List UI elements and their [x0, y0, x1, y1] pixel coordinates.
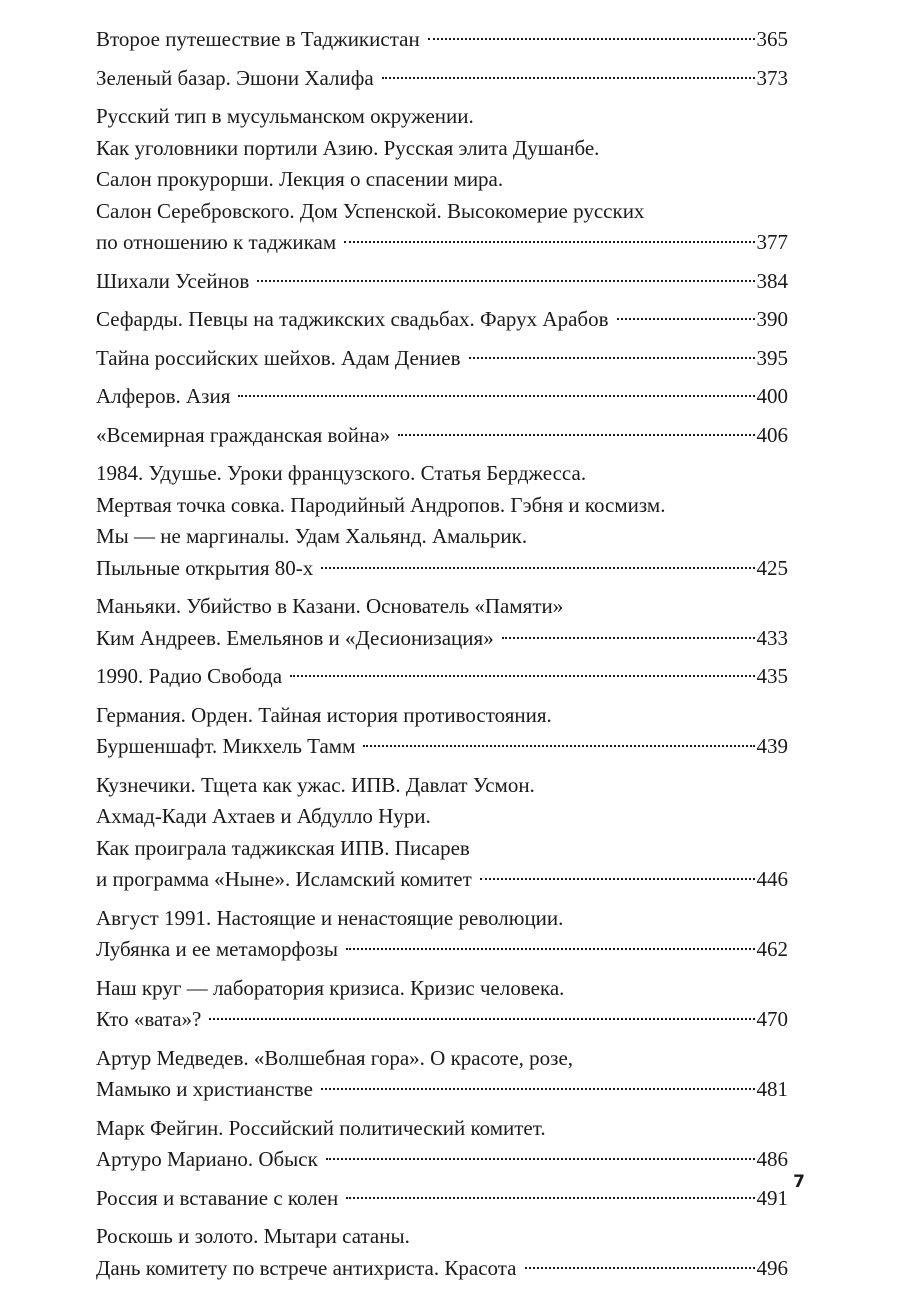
toc-entry-title-line: Август 1991. Настоящие и ненастоящие революции.: [96, 905, 564, 930]
dot-leader: [469, 357, 755, 359]
toc-entry-title-line: Ким Андреев. Емельянов и «Десионизация»: [96, 625, 494, 650]
toc-entry-title-line: Кузнечики. Тщета как ужас. ИПВ. Давлат Усмон.: [96, 772, 535, 797]
toc-entry-title-line: Марк Фейгин. Российский политический комитет.: [96, 1115, 546, 1140]
toc-entry-page-number: 365: [756, 27, 788, 51]
toc-entry: [96, 458, 788, 584]
toc-entry-last-line: [96, 227, 788, 259]
toc-entry-title-line: Наш круг — лаборатория кризиса. Кризис человека.: [96, 975, 565, 1000]
toc-entry-last-line: [96, 934, 788, 966]
toc-entry: [96, 24, 788, 56]
dot-leader: [382, 77, 755, 79]
toc-entry-last-line: [96, 623, 788, 655]
toc-entry-title-line: Маньяки. Убийство в Казани. Основатель «Памяти»: [96, 594, 564, 618]
toc-entry-page-number: 406: [756, 422, 788, 447]
toc-entry-page-number: 377: [756, 230, 788, 254]
toc-entry: [96, 770, 788, 896]
toc-entry-page-number: 496: [756, 1255, 788, 1280]
dot-leader: [363, 745, 754, 747]
toc-entry-title-line: Русский тип в мусульманском окружении.: [96, 104, 474, 128]
toc-entry-title-line: Как уголовники портили Азию. Русская элита Душанбе.: [96, 135, 600, 160]
toc-entry-last-line: [96, 381, 788, 413]
toc-entry-page-number: 433: [756, 625, 788, 650]
toc-entry-page-number: 446: [756, 867, 788, 891]
toc-entry-title-line: 1984. Удушье. Уроки французского. Статья Берджесса.: [96, 461, 587, 485]
toc-entry: [96, 304, 788, 336]
toc-entry: [96, 903, 788, 966]
toc-entry-page-number: 439: [756, 734, 788, 758]
toc-entry-title-line: Мы — не маргиналы. Удам Хальянд. Амальрик.: [96, 524, 528, 548]
toc-entry: [96, 661, 788, 693]
toc-entry-last-line: [96, 553, 788, 585]
dot-leader: [257, 280, 754, 282]
dot-leader: [290, 675, 754, 677]
toc-entry-title-line: Кто «вата»?: [96, 1007, 202, 1031]
toc-entry-title-line: Дань комитету по встрече антихриста. Красота: [96, 1255, 517, 1280]
toc-entry-page-number: 481: [756, 1077, 788, 1101]
toc-entry-last-line: [96, 343, 788, 375]
toc-entry-title-line: Тайна российских шейхов. Адам Дениев: [96, 345, 461, 370]
toc-entry-last-line: [96, 24, 788, 56]
toc-entry: [96, 591, 788, 654]
toc-entry: [96, 63, 788, 95]
toc-entry: [96, 1043, 788, 1106]
toc-entry-last-line: [96, 864, 788, 896]
toc-entry: [96, 101, 788, 259]
toc-entry-title-line: Алферов. Азия: [96, 384, 231, 408]
toc-entry-page-number: 400: [756, 384, 788, 408]
toc-entry-title-line: Артуро Мариано. Обыск: [96, 1147, 318, 1171]
toc-entry-last-line: [96, 63, 788, 95]
toc-entry-page-number: 435: [756, 664, 788, 688]
toc-entry-page-number: 373: [756, 65, 788, 90]
toc-entry-page-number: 486: [756, 1147, 788, 1171]
dot-leader: [617, 318, 755, 320]
toc-entry-page-number: 425: [756, 555, 788, 580]
toc-entry-page-number: 462: [756, 937, 788, 961]
toc-entry-last-line: [96, 1144, 788, 1176]
dot-leader: [398, 434, 754, 436]
toc-entry-title-line: Артур Медведев. «Волшебная гора». О красоте, розе,: [96, 1045, 574, 1070]
toc-entry: [96, 343, 788, 375]
toc-entry-title-line: Лубянка и ее метаморфозы: [96, 937, 339, 961]
toc-entry-title-line: Шихали Усейнов: [96, 268, 250, 293]
toc-entry-last-line: [96, 420, 788, 452]
dot-leader: [321, 1088, 755, 1090]
toc-entry-last-line: [96, 1074, 788, 1106]
dot-leader: [344, 241, 754, 243]
dot-leader: [480, 878, 755, 880]
toc-entry-title-line: Салон Серебровского. Дом Успенской. Высокомерие русских: [96, 198, 645, 223]
toc-entry-title-line: Пыльные открытия 80-х: [96, 555, 314, 580]
toc-entry-title-line: Зеленый базар. Эшони Халифа: [96, 65, 374, 90]
toc-entry: [96, 1113, 788, 1176]
toc-entry: [96, 381, 788, 413]
toc-entry-last-line: [96, 1253, 788, 1285]
toc-entry: [96, 420, 788, 452]
dot-leader: [346, 948, 754, 950]
dot-leader: [346, 1197, 754, 1199]
toc-entry-page-number: 390: [756, 307, 788, 331]
dot-leader: [209, 1018, 754, 1020]
toc-entry-page-number: 470: [756, 1007, 788, 1031]
toc-entry-title-line: «Всемирная гражданская война»: [96, 422, 391, 447]
toc-entry-page-number: 384: [756, 268, 788, 293]
toc-entry: [96, 266, 788, 298]
dot-leader: [326, 1158, 755, 1160]
toc-entry-title-line: Ахмад-Кади Ахтаев и Абдулло Нури.: [96, 804, 431, 828]
toc-entry-title-line: Второе путешествие в Таджикистан: [96, 27, 420, 51]
toc-entry: [96, 1221, 788, 1284]
toc-entry: [96, 700, 788, 763]
toc-entry-last-line: [96, 1183, 788, 1215]
dot-leader: [525, 1267, 755, 1269]
toc-entry-page-number: 491: [756, 1185, 788, 1210]
toc-entry-title-line: Германия. Орден. Тайная история противостояния.: [96, 702, 552, 727]
toc-entry-title-line: и программа «Ныне». Исламский комитет: [96, 867, 472, 891]
toc-entry-page-number: 395: [756, 345, 788, 370]
toc-entry-title-line: Россия и вставание с колен: [96, 1185, 339, 1210]
toc-entry-last-line: [96, 1004, 788, 1036]
toc-entry-title-line: Салон прокурорши. Лекция о спасении мира.: [96, 167, 504, 191]
toc-entry: [96, 973, 788, 1036]
toc-entry-title-line: Как проиграла таджикская ИПВ. Писарев: [96, 835, 470, 860]
toc-entry-last-line: [96, 731, 788, 763]
table-of-contents: [96, 24, 788, 1291]
toc-entry-last-line: [96, 304, 788, 336]
dot-leader: [502, 637, 755, 639]
toc-entry-last-line: [96, 661, 788, 693]
page-number: 7: [793, 1172, 805, 1192]
toc-entry: [96, 1183, 788, 1215]
dot-leader: [238, 395, 754, 397]
toc-entry-title-line: Роскошь и золото. Мытари сатаны.: [96, 1224, 410, 1248]
toc-entry-title-line: Мертвая точка совка. Пародийный Андропов. Гэбня и космизм.: [96, 492, 666, 517]
toc-entry-title-line: Буршеншафт. Микхель Тамм: [96, 734, 356, 758]
toc-entry-title-line: по отношению к таджикам: [96, 230, 337, 254]
dot-leader: [428, 38, 755, 40]
toc-entry-title-line: 1990. Радио Свобода: [96, 664, 283, 688]
toc-entry-title-line: Мамыко и христианстве: [96, 1077, 313, 1101]
toc-entry-title-line: Сефарды. Певцы на таджикских свадьбах. Фарух Арабов: [96, 307, 609, 331]
toc-entry-last-line: [96, 266, 788, 298]
dot-leader: [321, 567, 754, 569]
